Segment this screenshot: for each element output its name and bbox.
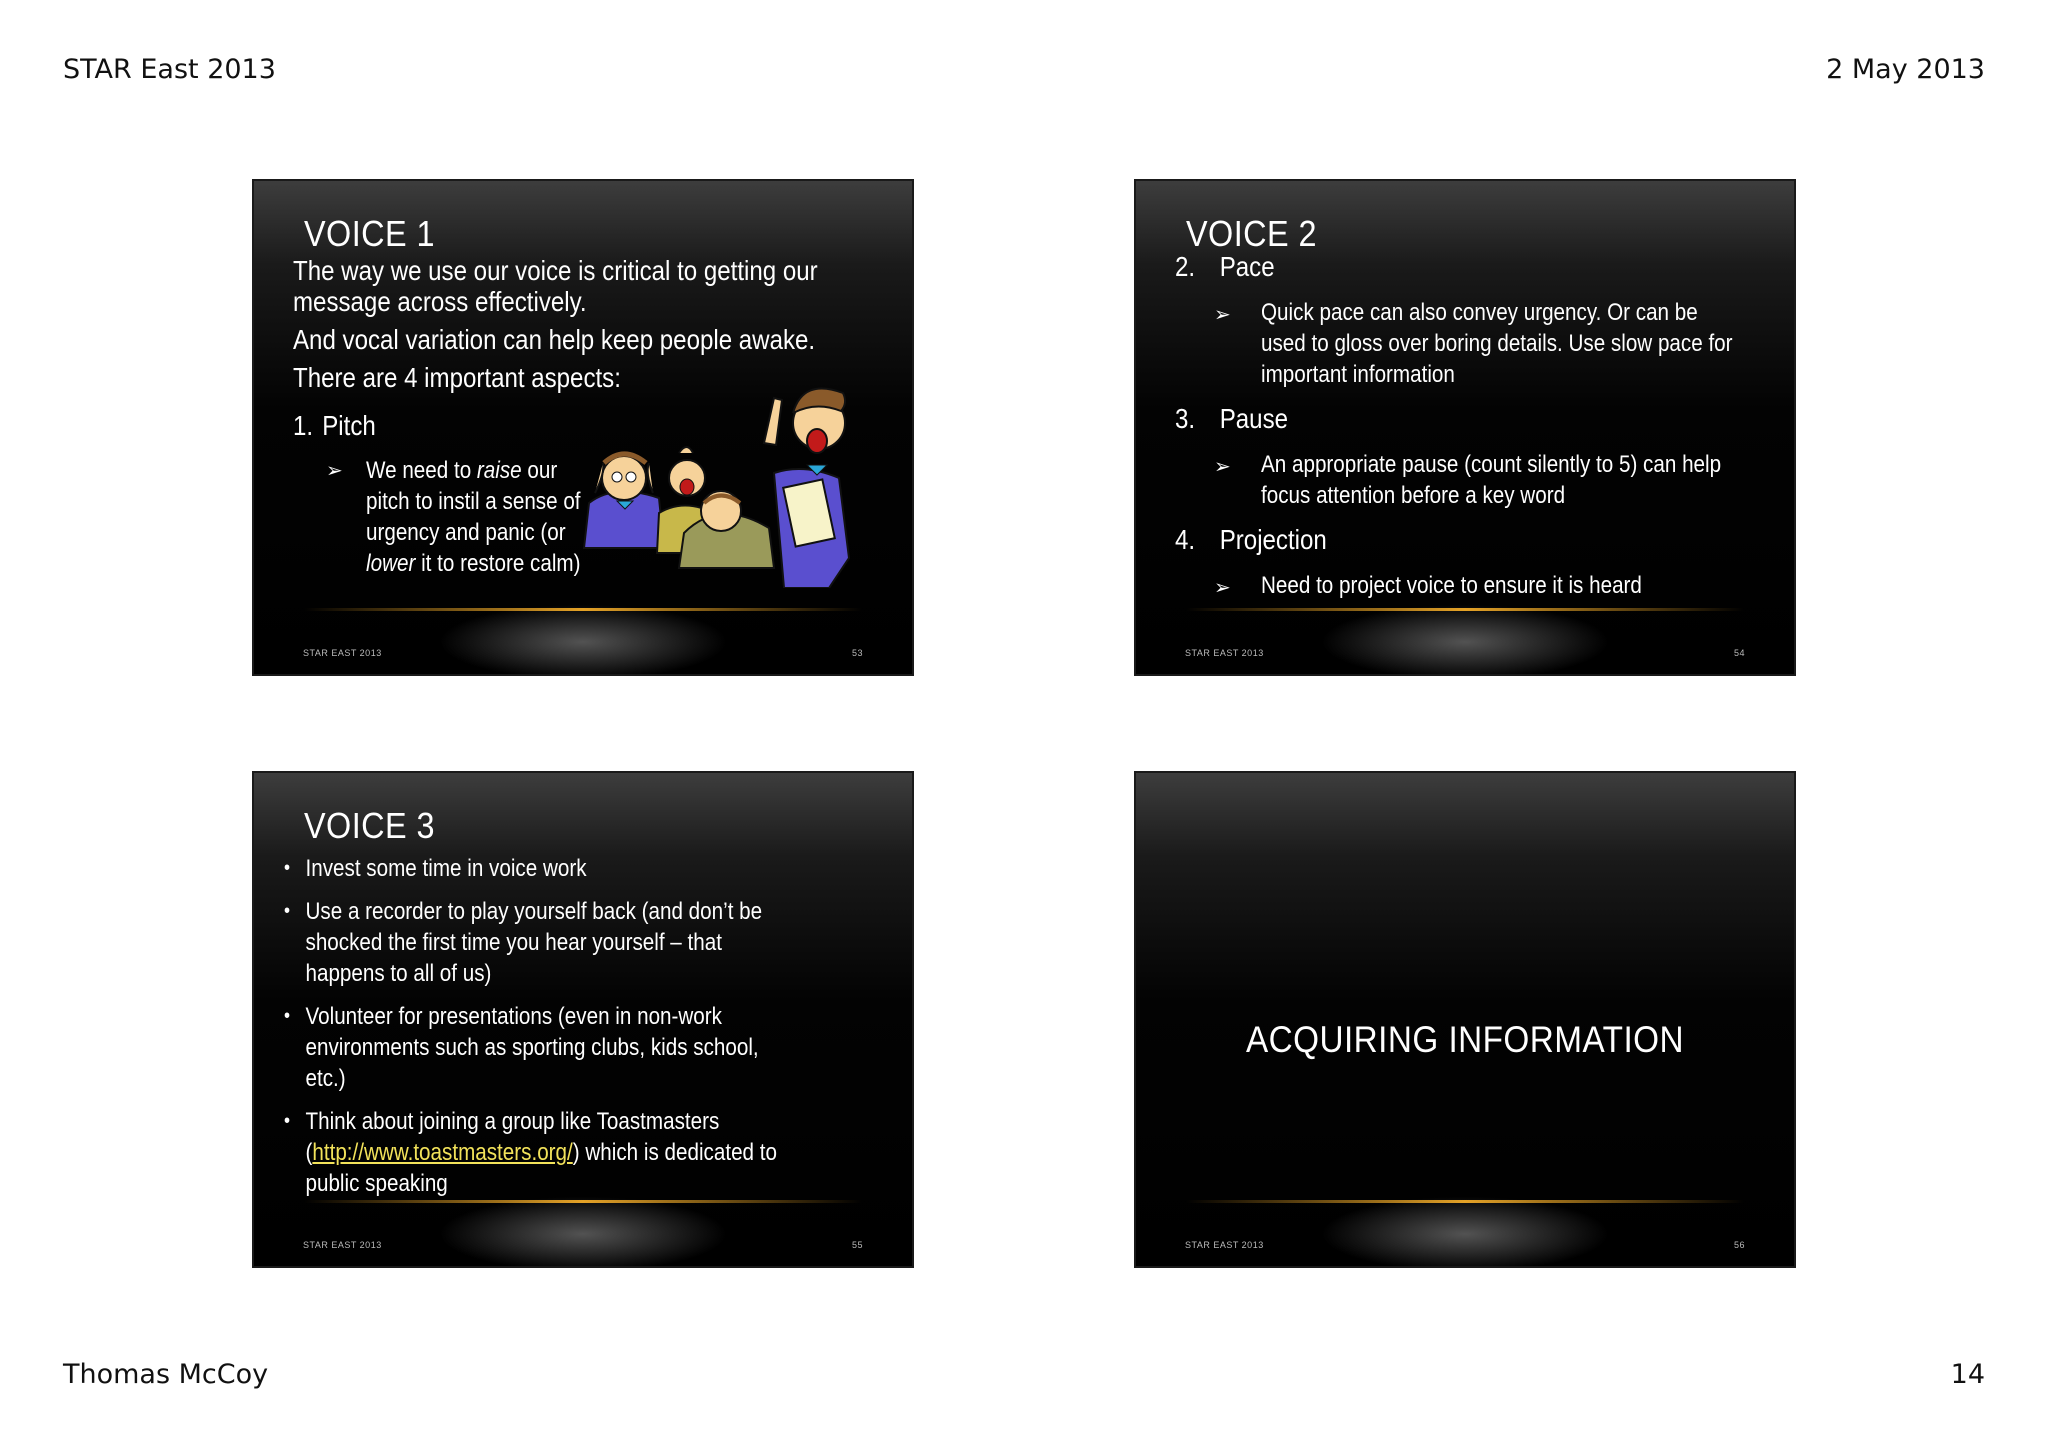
bullet-list [284, 853, 800, 1211]
bullet-text: Volunteer for presentations (even in non-work environments such as sporting clubs, kids school, etc.) [305, 1003, 759, 1092]
slide-footer-left: STAR EAST 2013 [1185, 1240, 1264, 1250]
arrowhead-bullet-icon: ➢ [1214, 456, 1231, 478]
item-label: Pace [1219, 251, 1275, 282]
slide-intro [293, 255, 826, 400]
item-number: 1. [293, 410, 314, 441]
slide-voice-1 [252, 179, 914, 676]
item-label: Pitch [322, 410, 376, 441]
author-name: Thomas McCoy [63, 1359, 269, 1390]
page-number: 14 [1950, 1359, 1985, 1390]
sub-bullet-text: An appropriate pause (count silently to 5) can help focus attention before a key word [1261, 451, 1722, 509]
dot-bullet-icon: • [284, 1110, 291, 1132]
sub-emphasis: raise [476, 457, 522, 484]
intro-line: There are 4 important aspects: [293, 362, 621, 393]
list-item [284, 1106, 800, 1199]
sub-bullet-text: Need to project voice to ensure it is heard [1261, 572, 1642, 599]
page-footer [63, 1359, 1985, 1390]
slide-voice-2 [1134, 179, 1796, 676]
header-right: 2 May 2013 [1826, 54, 1985, 85]
item-number: 2. [1175, 251, 1196, 282]
item-label: Pause [1219, 403, 1289, 434]
bullet-text: ) which is dedicated to public speaking [305, 1139, 777, 1197]
numbered-item-pace [1175, 251, 1275, 283]
toastmasters-link[interactable]: http://www.toastmasters.org/ [312, 1139, 573, 1166]
item-number: 4. [1175, 524, 1196, 555]
bullet-text: Think about joining a group like Toastmasters ( [305, 1108, 720, 1166]
slide-footer-left: STAR EAST 2013 [303, 648, 382, 658]
slide-title: VOICE 3 [304, 805, 436, 846]
page-header [63, 54, 1985, 85]
slide-title: VOICE 2 [1186, 213, 1318, 254]
list-item [284, 896, 800, 989]
numbered-item-pitch [293, 410, 376, 442]
numbered-item-projection [1175, 524, 1327, 556]
arrowhead-bullet-icon: ➢ [1214, 577, 1231, 599]
slide-title: VOICE 1 [304, 213, 436, 254]
sub-text: our pitch to instil a sense of urgency and panic (or [366, 457, 581, 546]
dot-bullet-icon: • [284, 857, 291, 879]
section-title: ACQUIRING INFORMATION [1245, 1019, 1685, 1060]
slide-number: 53 [851, 648, 863, 658]
dot-bullet-icon: • [284, 1005, 291, 1027]
intro-line: And vocal variation can help keep people awake. [293, 324, 816, 355]
bullet-text: Use a recorder to play yourself back (and don’t be shocked the first time you hear yourself – that happens to all of us) [305, 898, 763, 987]
arrowhead-bullet-icon: ➢ [326, 460, 343, 482]
item-label: Projection [1219, 524, 1327, 555]
sub-bullet-text [366, 455, 598, 579]
list-item [284, 853, 800, 884]
glow-divider [1186, 1200, 1744, 1203]
numbered-item-pause [1175, 403, 1288, 435]
item-number: 3. [1175, 403, 1196, 434]
slide-number: 54 [1733, 648, 1745, 658]
glow-divider [304, 1200, 862, 1203]
dot-bullet-icon: • [284, 900, 291, 922]
glow-divider [304, 608, 862, 611]
sub-emphasis: lower [366, 550, 416, 577]
header-left: STAR East 2013 [63, 54, 276, 85]
slide-footer-left: STAR EAST 2013 [1185, 648, 1264, 658]
slide-number: 55 [851, 1240, 863, 1250]
slide-number: 56 [1733, 1240, 1745, 1250]
cartoon-people-illustration [579, 383, 899, 588]
sub-bullet-text: Quick pace can also convey urgency. Or can be used to gloss over boring details. Use slow pace for important information [1261, 299, 1733, 388]
list-item [284, 1001, 800, 1094]
slide-footer-left: STAR EAST 2013 [303, 1240, 382, 1250]
glow-divider [1186, 608, 1744, 611]
slide-acquiring-information [1134, 771, 1796, 1268]
sub-text: it to restore calm) [415, 550, 581, 577]
sub-text: We need to [366, 457, 477, 484]
bullet-text: Invest some time in voice work [305, 855, 587, 882]
arrowhead-bullet-icon: ➢ [1214, 304, 1231, 326]
intro-line: The way we use our voice is critical to getting our message across effectively. [293, 255, 818, 317]
slide-voice-3 [252, 771, 914, 1268]
